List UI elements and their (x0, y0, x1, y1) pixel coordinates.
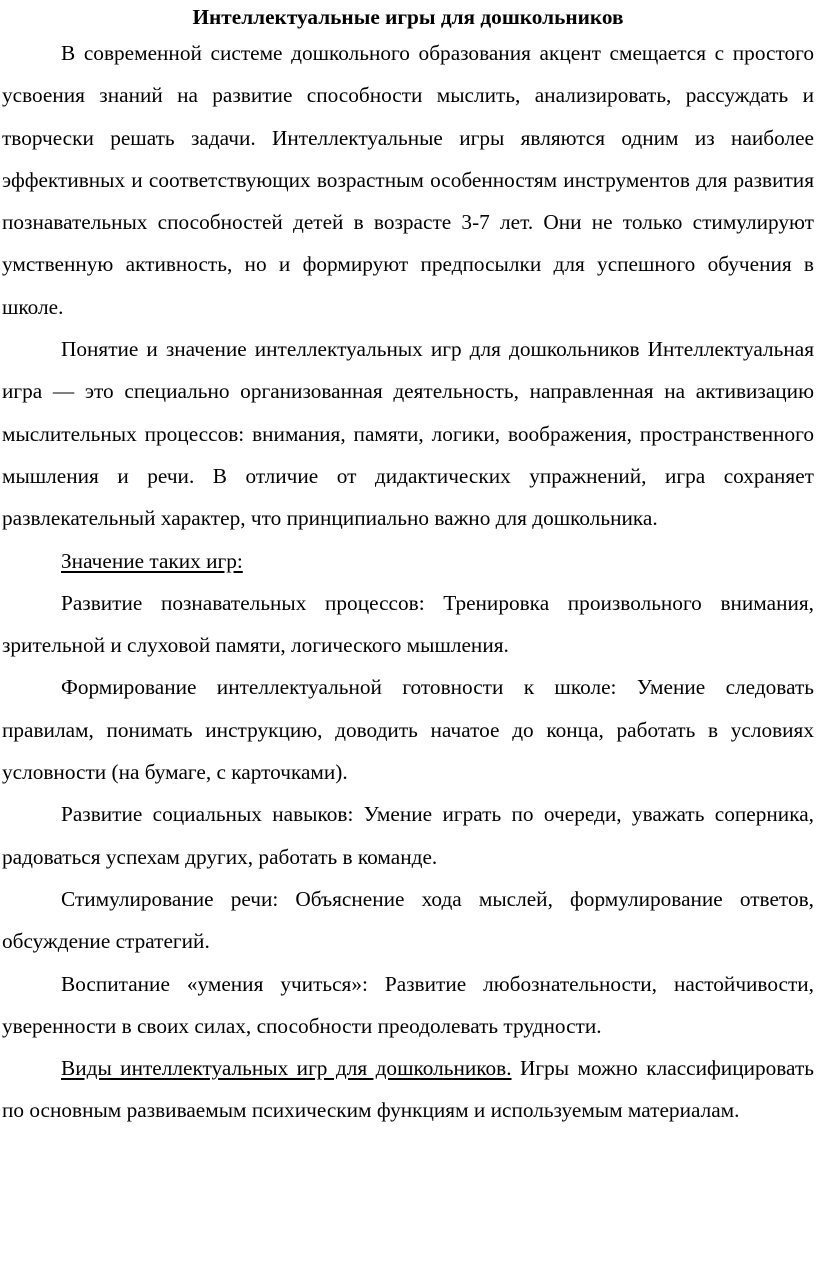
types-heading: Виды интеллектуальных игр для дошкольников. (61, 1056, 512, 1081)
paragraph-social: Развитие социальных навыков: Умение играть по очереди, уважать соперника, радоваться успехам других, работать в команде. (2, 802, 814, 869)
paragraph-significance-heading (2, 540, 814, 582)
paragraph-learning: Воспитание «умения учиться»: Развитие любознательности, настойчивости, уверенности в своих силах, способности преодолевать трудности. (2, 971, 814, 1038)
paragraph-cognitive: Развитие познавательных процессов: Тренировка произвольного внимания, зрительной и слуховой памяти, логического мышления. (2, 590, 814, 658)
paragraph-speech: Стимулирование речи: Объяснение хода мыслей, формулирование ответов, обсуждение стратегий. (2, 886, 814, 954)
paragraph-types (2, 1047, 814, 1132)
paragraph-concept: Понятие и значение интеллектуальных игр для дошкольников Интеллектуальная игра — это специально организованная деятельность, направленная на активизацию мыслительных процессов: внимания, памяти, логики, воображения, пространственного мышления и речи. В отличие от дидактических упражнений, игра сохраняет развлекательный характер, что принципиально важно для дошкольника. (2, 337, 814, 531)
document-title: Интеллектуальные игры для дошкольников (192, 5, 624, 29)
significance-heading: Значение таких игр: (61, 548, 243, 573)
paragraph-intro: В современной системе дошкольного образования акцент смещается с простого усвоения знаний на развитие способности мыслить, анализировать, рассуждать и творчески решать задачи. Интеллектуальные игры являются одним из наиболее эффективных и соответствующих возрастным особенностям инструментов для развития познавательных способностей детей в возрасте 3-7 лет. Они не только стимулируют умственную активность, но и формируют предпосылки для успешного обучения в школе. (2, 41, 814, 319)
types-text: Игры можно классифицировать по основным развиваемым психическим функциям и используемым материалам. (2, 1056, 814, 1123)
paragraph-readiness: Формирование интеллектуальной готовности к школе: Умение следовать правилам, понимать инструкцию, доводить начатое до конца, работать в условиях условности (на бумаге, с карточками). (2, 675, 814, 785)
